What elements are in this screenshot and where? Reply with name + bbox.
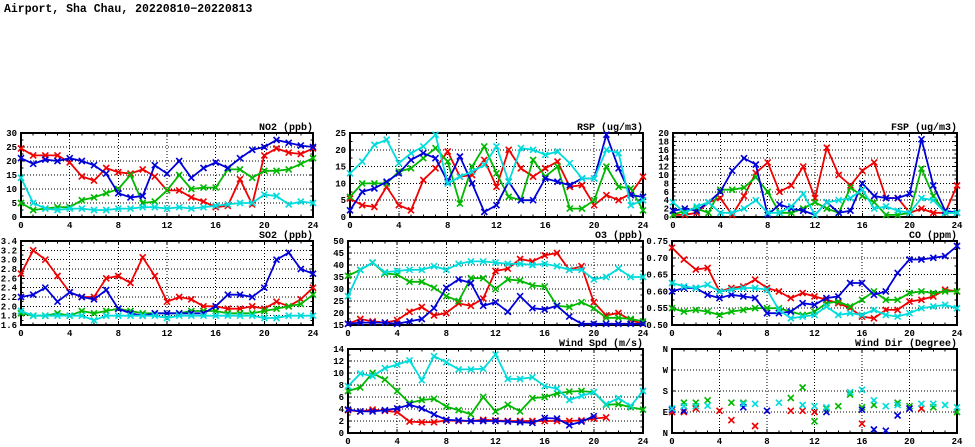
y-tick-label: 50: [333, 237, 344, 247]
chart-o3: [333, 230, 649, 339]
x-tick-label: 16: [539, 329, 551, 339]
series-red: [669, 406, 924, 430]
y-tick-label: 3.4: [0, 237, 17, 247]
x-tick-label: 12: [809, 437, 820, 447]
y-tick-label: 0.75: [646, 237, 668, 247]
y-tick-label: 3.0: [0, 255, 17, 266]
y-tick-label: 0: [663, 213, 669, 223]
y-tick-label: 5: [340, 196, 346, 207]
y-tick-label: 18: [658, 137, 669, 148]
x-tick-label: 0: [18, 329, 24, 339]
y-tick-label: 6: [338, 393, 344, 403]
chart-co: [646, 230, 963, 339]
y-tick-label: 45: [333, 249, 344, 259]
y-tick-label: 15: [333, 321, 344, 331]
y-tick-label: 8: [338, 381, 344, 391]
series-cyan: [669, 387, 960, 412]
x-tick-label: 4: [717, 221, 724, 231]
y-tick-label: 2.4: [0, 283, 17, 294]
y-tick-label: 14: [658, 154, 669, 165]
y-tick-label: 25: [335, 129, 346, 139]
chart-title: NO2 (ppb): [258, 123, 313, 134]
y-tick-label: 20: [335, 145, 346, 156]
x-tick-label: 16: [539, 221, 551, 231]
x-tick-label: 12: [809, 329, 820, 339]
chart-no2: [6, 122, 319, 231]
x-tick-label: 24: [951, 437, 963, 447]
chart-wind-spd: [333, 338, 649, 447]
y-tick-label: 20: [658, 129, 669, 139]
x-tick-label: 16: [856, 329, 868, 339]
axis-labels: [333, 338, 649, 447]
y-tick-label: 0.55: [646, 304, 668, 315]
x-tick-label: 0: [669, 437, 675, 447]
y-tick-label: 2: [338, 417, 344, 427]
y-tick-label: 16: [658, 145, 669, 156]
x-tick-label: 0: [18, 221, 24, 231]
y-tick-label: 15: [335, 162, 346, 173]
y-tick-label: 0: [340, 213, 346, 223]
y-tick-label: 20: [6, 157, 17, 167]
y-tick-label: 30: [333, 285, 344, 295]
x-tick-label: 12: [491, 221, 502, 231]
y-tick-label: N: [662, 345, 668, 355]
y-tick-label: 2.8: [0, 265, 17, 275]
x-tick-label: 16: [539, 437, 551, 447]
x-tick-label: 4: [396, 221, 402, 231]
y-tick-label: 0.60: [646, 287, 668, 298]
axis-labels: [6, 122, 319, 231]
y-tick-label: 12: [658, 162, 669, 173]
x-tick-label: 8: [115, 221, 122, 231]
y-tick-label: 1.8: [0, 311, 17, 322]
x-tick-label: 4: [716, 329, 723, 339]
x-tick-label: 8: [443, 437, 450, 447]
chart-fsp: [658, 122, 963, 231]
x-tick-label: 24: [307, 329, 319, 339]
x-tick-label: 0: [345, 329, 351, 339]
x-tick-label: 20: [258, 329, 270, 339]
chart-rsp: [335, 122, 649, 231]
y-tick-label: 0: [11, 213, 17, 223]
x-tick-label: 16: [856, 221, 868, 231]
y-tick-label: 35: [333, 273, 344, 283]
y-tick-label: 40: [333, 261, 344, 271]
y-tick-label: 2: [663, 204, 669, 215]
x-tick-label: 0: [345, 437, 351, 447]
gridlines: [21, 133, 313, 217]
x-tick-label: 16: [210, 329, 222, 339]
y-tick-label: 0.65: [646, 270, 668, 281]
x-tick-label: 24: [637, 329, 649, 339]
x-tick-label: 20: [904, 221, 916, 231]
series-green: [681, 385, 960, 425]
y-tick-label: 4: [663, 196, 669, 207]
x-tick-label: 4: [716, 437, 723, 447]
series-red: [18, 145, 316, 210]
x-tick-label: 20: [588, 437, 600, 447]
y-tick-label: 10: [658, 171, 669, 181]
x-tick-label: 24: [951, 221, 963, 231]
y-tick-label: 2.0: [0, 302, 17, 313]
x-tick-label: 8: [443, 329, 450, 339]
x-tick-label: 16: [210, 221, 222, 231]
chart-title: SO2 (ppb): [258, 231, 313, 242]
x-tick-label: 12: [490, 329, 501, 339]
axis-labels: [658, 122, 963, 231]
x-tick-label: 20: [904, 437, 915, 447]
x-tick-label: 0: [347, 221, 353, 231]
x-tick-label: 20: [258, 221, 270, 231]
y-tick-label: 20: [333, 309, 344, 319]
y-tick-label: 0.70: [646, 253, 668, 264]
x-tick-label: 8: [764, 329, 770, 339]
y-tick-label: 0: [338, 429, 344, 439]
y-tick-label: 12: [333, 357, 344, 367]
y-tick-label: 4: [338, 405, 344, 415]
x-tick-label: 24: [951, 329, 963, 339]
x-tick-label: 8: [444, 221, 451, 231]
chart-title: Wind Spd (m/s): [558, 339, 643, 350]
y-tick-label: 5: [11, 199, 17, 209]
y-tick-label: 2.2: [0, 293, 17, 303]
y-tick-label: 2.6: [0, 274, 17, 285]
chart-title: RSP (ug/m3): [576, 123, 643, 134]
x-tick-label: 8: [115, 329, 122, 339]
chart-so2: [1, 230, 319, 339]
y-tick-label: 15: [6, 171, 17, 181]
chart-title: CO (ppm): [908, 231, 957, 242]
x-tick-label: 20: [588, 221, 600, 231]
x-tick-label: 8: [764, 437, 770, 447]
y-tick-label: 3.2: [0, 246, 17, 257]
x-tick-label: 12: [809, 221, 821, 231]
chart-title: Wind Dir (Degree): [854, 339, 957, 350]
x-tick-label: 20: [904, 329, 915, 339]
y-tick-label: 1.6: [0, 321, 17, 331]
y-tick-label: S: [662, 387, 668, 397]
y-tick-label: 25: [333, 297, 344, 307]
chart-title: FSP (ug/m3): [890, 123, 957, 134]
y-tick-label: 0.50: [646, 321, 668, 331]
x-tick-label: 4: [66, 221, 73, 231]
y-tick-label: 25: [6, 143, 17, 153]
x-tick-label: 24: [307, 221, 319, 231]
x-tick-label: 16: [856, 437, 868, 447]
y-tick-label: 10: [333, 369, 344, 379]
page-title: Airport, Sha Chau, 20220810−20220813: [4, 3, 253, 16]
x-tick-label: 24: [637, 221, 649, 231]
x-tick-label: 12: [161, 221, 173, 231]
x-tick-label: 20: [588, 329, 600, 339]
x-tick-label: 0: [670, 221, 676, 231]
chart-title: O3 (ppb): [594, 231, 643, 242]
y-tick-label: 10: [6, 185, 17, 195]
y-tick-label: E: [662, 408, 668, 418]
axis-labels: [646, 230, 963, 339]
chart-wind-dir: [663, 338, 963, 447]
x-tick-label: 12: [490, 437, 501, 447]
x-tick-label: 24: [637, 437, 649, 447]
y-tick-label: N: [662, 429, 668, 439]
x-tick-label: 8: [764, 221, 771, 231]
x-tick-label: 4: [394, 437, 400, 447]
y-tick-label: 10: [335, 179, 346, 190]
x-tick-label: 4: [66, 329, 73, 339]
axis-labels: [1, 230, 319, 339]
x-tick-label: 0: [669, 329, 675, 339]
y-tick-label: W: [662, 366, 668, 376]
y-tick-label: 8: [663, 179, 669, 190]
y-tick-label: 6: [663, 187, 669, 198]
y-tick-label: 14: [333, 345, 344, 355]
x-tick-label: 4: [394, 329, 400, 339]
x-tick-label: 12: [161, 329, 173, 339]
y-tick-label: 30: [6, 129, 17, 139]
